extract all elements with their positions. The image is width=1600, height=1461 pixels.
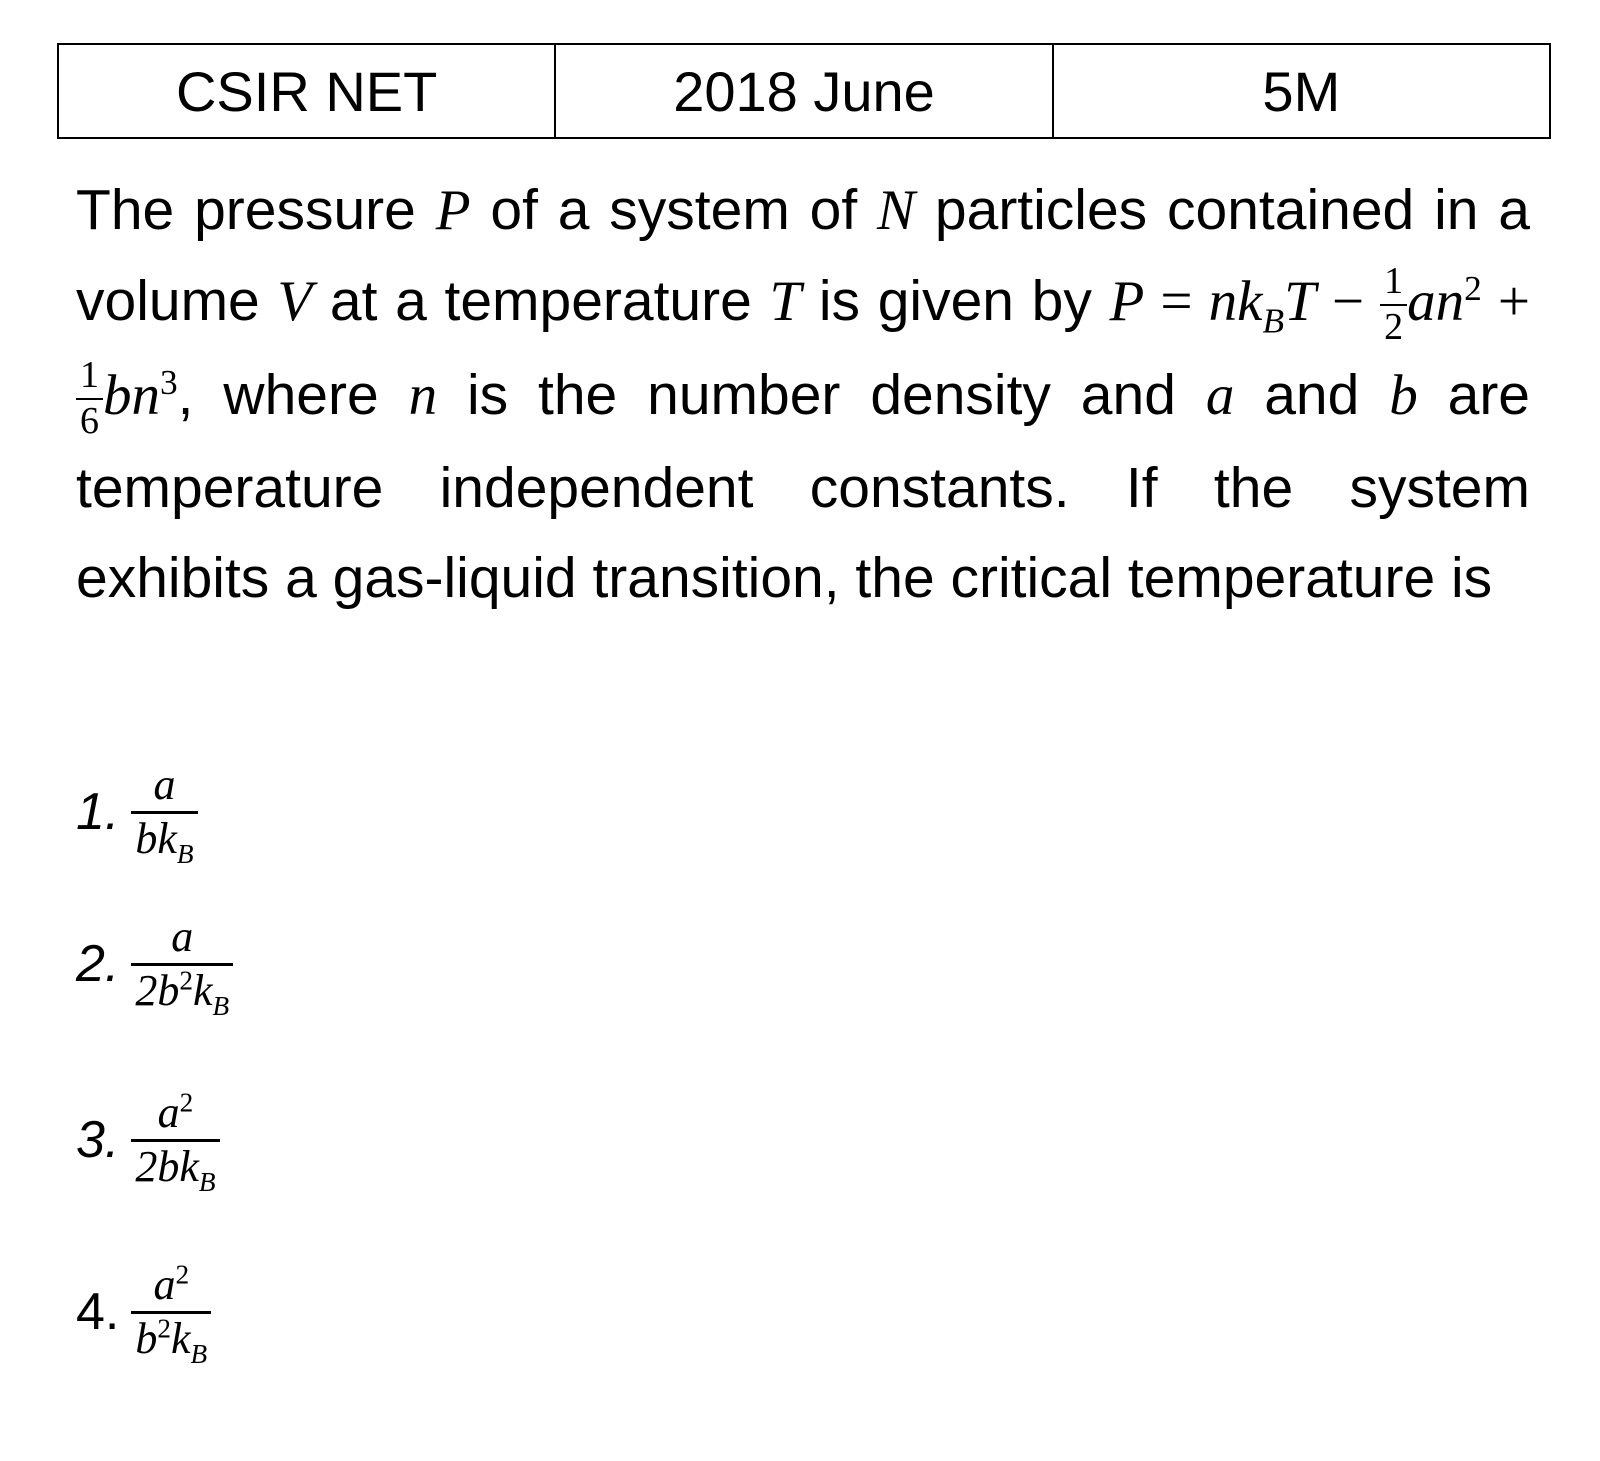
equation-n: n [1208, 270, 1238, 333]
option-denominator [131, 813, 197, 869]
question-text-segment: , where [177, 362, 409, 427]
option-numerator [131, 760, 197, 814]
exam-session-cell: 2018 June [555, 44, 1052, 138]
numerator-exponent: 2 [179, 1087, 194, 1118]
denominator-subscript: B [198, 1166, 216, 1197]
marks-cell: 5M [1053, 44, 1550, 138]
header-row [58, 44, 1550, 138]
numerator-base: a [153, 760, 176, 809]
question-text-segment: is the number density and [437, 362, 1206, 427]
plus-sign: + [1481, 270, 1530, 333]
option-numerator [131, 912, 233, 966]
denominator-k: k [171, 1313, 191, 1363]
fraction-denominator: 6 [80, 399, 99, 442]
question-text-segment: at a temperature [312, 269, 770, 333]
equation-subscript-b: B [1262, 301, 1285, 341]
numerator-base: a [153, 1260, 176, 1309]
question-text-segment: is given by [801, 269, 1110, 333]
option-label: 4. [76, 1283, 120, 1342]
question-text-segment: of a system of [470, 178, 878, 242]
denominator-subscript: B [212, 990, 230, 1021]
option-2[interactable] [76, 912, 233, 1021]
fraction-one-half [1380, 260, 1407, 349]
numerator-base: a [157, 1088, 180, 1137]
variable-temperature: T [769, 270, 802, 333]
variable-a: a [1205, 363, 1235, 427]
fraction-numerator: 1 [1380, 260, 1407, 306]
denominator-base: 2b [135, 1141, 180, 1191]
denominator-k: k [193, 965, 213, 1015]
fraction-numerator: 1 [76, 354, 103, 400]
denominator-base: b [135, 1313, 158, 1363]
variable-particle-count: N [877, 179, 916, 242]
option-fraction [131, 760, 197, 869]
exponent-three: 3 [160, 362, 178, 402]
option-label: 2. [76, 935, 120, 994]
option-label: 3. [76, 1111, 120, 1170]
denominator-subscript: B [176, 838, 194, 869]
header-table [57, 43, 1551, 139]
numerator-exponent: 2 [175, 1259, 190, 1290]
question-text-segment: and [1234, 362, 1390, 427]
question-text-segment: The pressure [76, 178, 436, 242]
equation-term-an: an [1407, 270, 1465, 333]
denominator-subscript: B [190, 1338, 208, 1369]
equation-t: T [1284, 270, 1316, 333]
variable-b: b [1389, 363, 1418, 427]
denominator-k: k [157, 813, 177, 863]
option-fraction [131, 1087, 219, 1197]
option-numerator [131, 1088, 219, 1142]
fraction-one-sixth [76, 354, 103, 443]
equation-lhs: P [1109, 270, 1145, 333]
equals-sign: = [1144, 270, 1209, 333]
option-denominator [131, 1312, 211, 1369]
exponent-two: 2 [1464, 269, 1482, 308]
equation-term-bn: bn [103, 363, 160, 427]
denominator-k: k [179, 1141, 199, 1191]
variable-pressure: P [435, 179, 471, 242]
option-label: 1. [76, 783, 120, 842]
option-fraction [131, 1259, 211, 1369]
equation-k: k [1237, 270, 1263, 333]
variable-volume: V [277, 270, 313, 333]
minus-sign: − [1315, 270, 1381, 333]
denominator-exponent: 2 [179, 964, 194, 995]
option-denominator [131, 964, 233, 1021]
question-text [76, 165, 1530, 623]
option-3[interactable] [76, 1087, 220, 1197]
variable-number-density: n [408, 363, 438, 427]
fraction-denominator: 2 [1384, 305, 1404, 348]
option-4[interactable] [76, 1259, 211, 1369]
option-1[interactable] [76, 760, 198, 869]
denominator-base: 2b [135, 965, 180, 1015]
option-fraction [131, 912, 233, 1021]
question-text-segment: particles contained in a volume [76, 178, 1530, 333]
question-text-segment: are temperature independent constants. If the system exhibits a gas-liquid transition, the critical temperature is [76, 362, 1530, 611]
exam-name-cell: CSIR NET [58, 44, 555, 138]
option-denominator [131, 1141, 219, 1197]
denominator-base: b [135, 813, 158, 863]
option-numerator [131, 1260, 211, 1314]
numerator-base: a [171, 912, 194, 961]
denominator-exponent: 2 [157, 1312, 172, 1343]
